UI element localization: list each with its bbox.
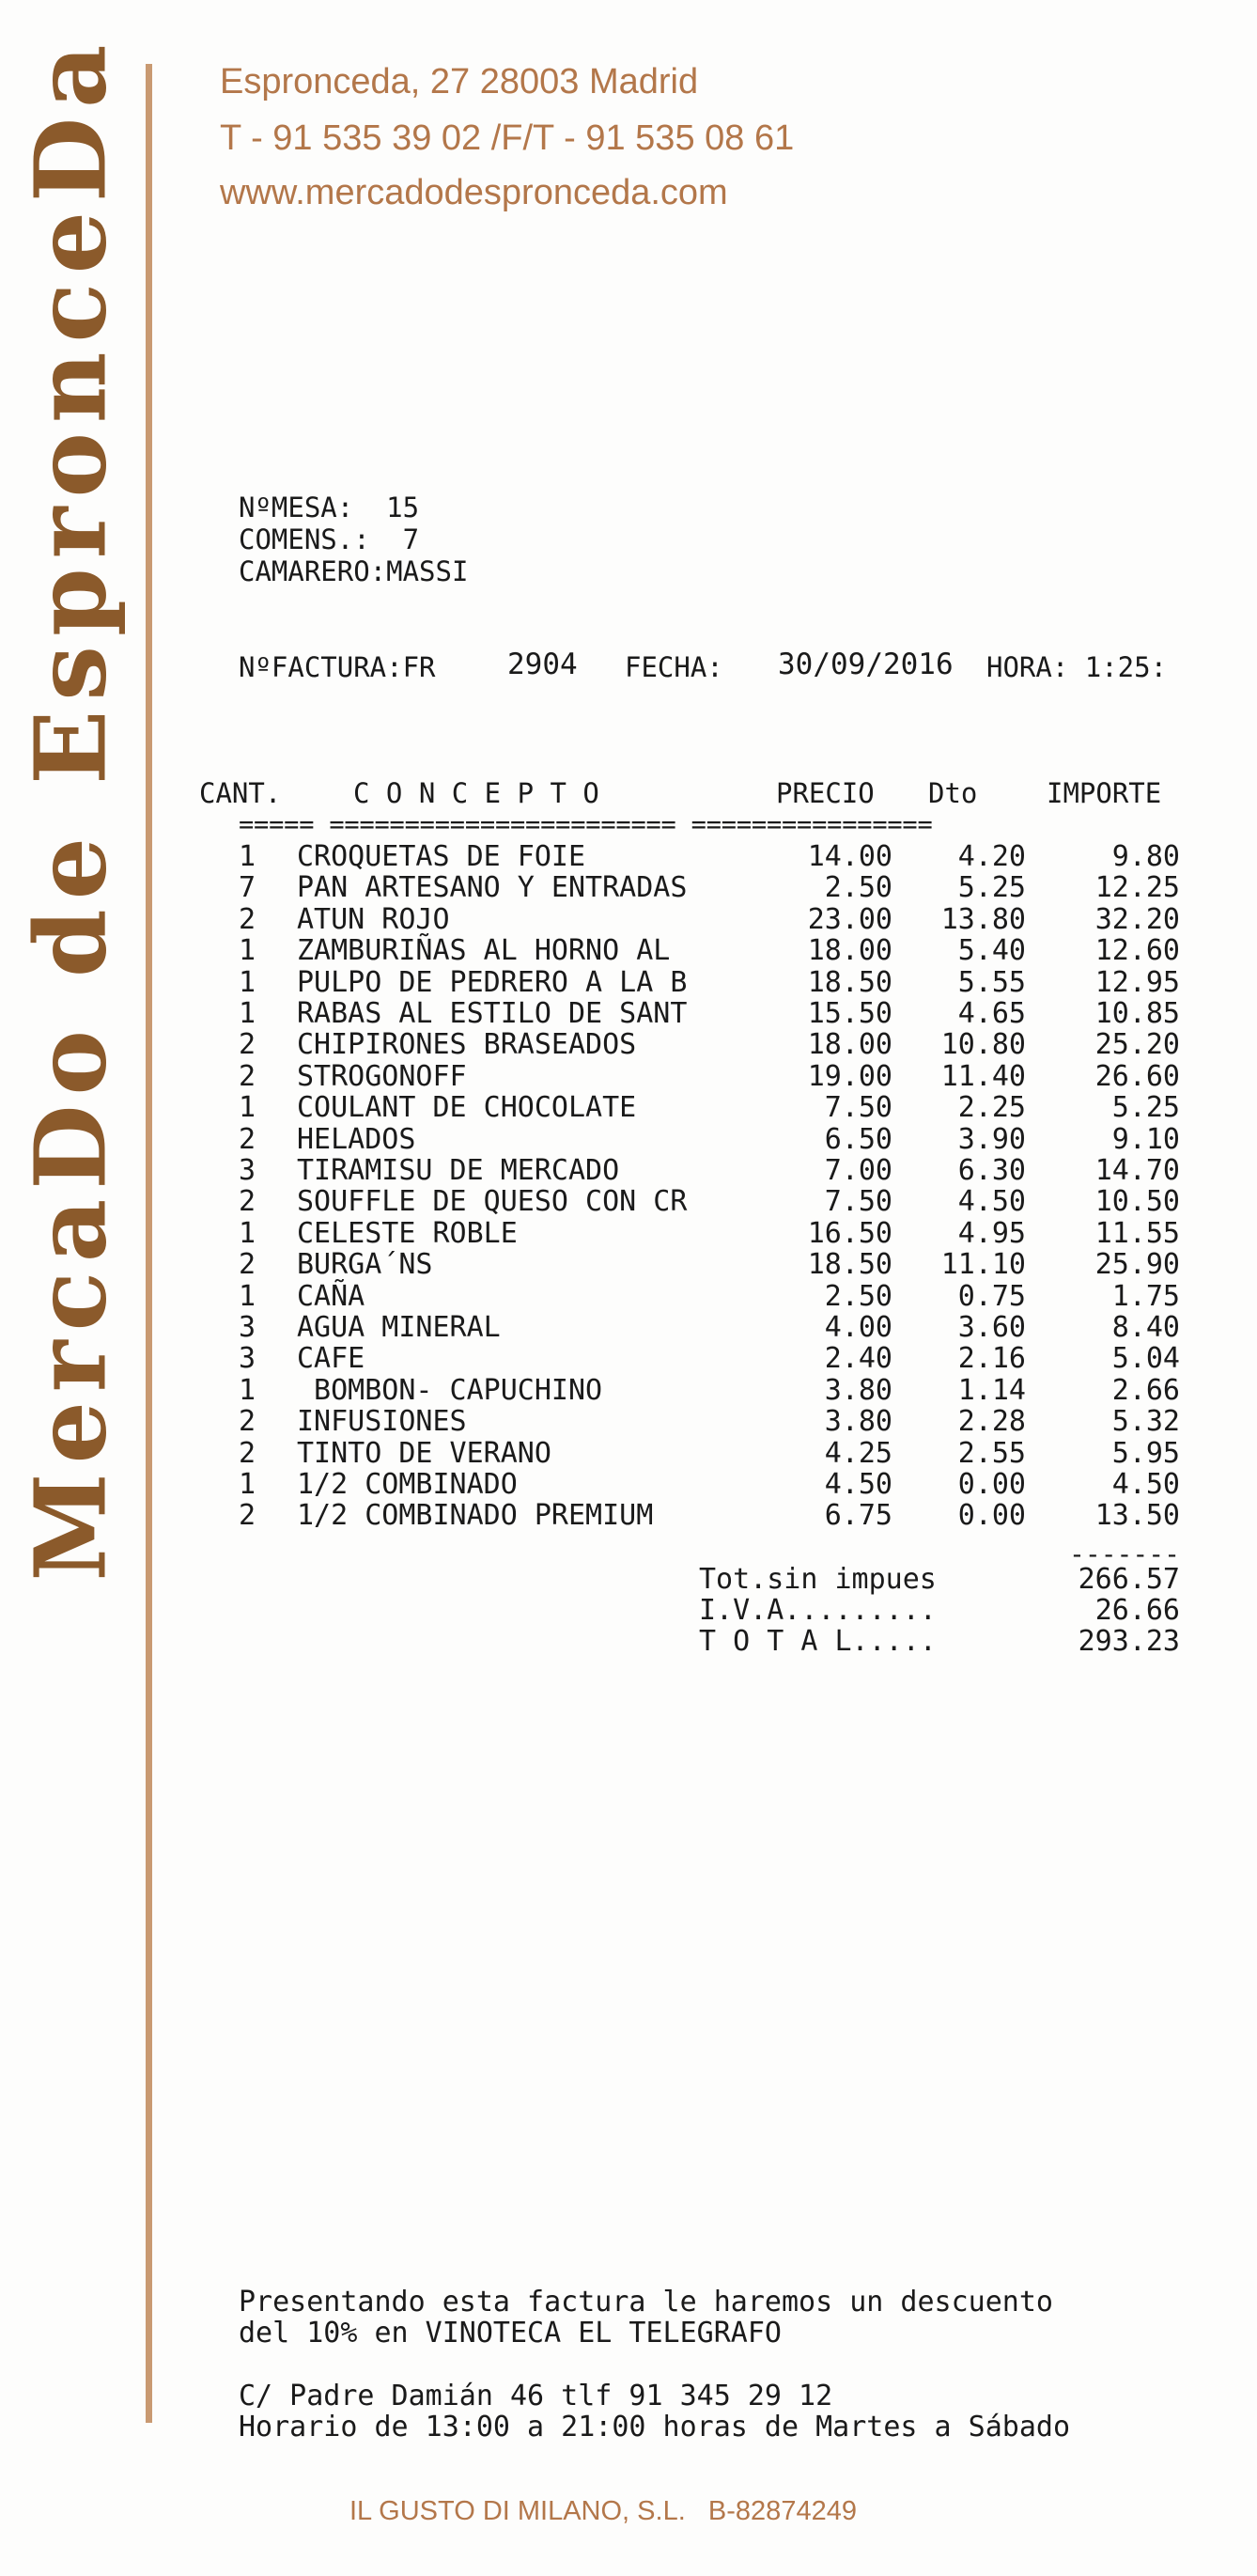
promo-address: C/ Padre Damián 46 tlf 91 345 29 12 <box>239 2380 833 2412</box>
row-importe: 8.40 <box>1111 1311 1180 1344</box>
row-dto: 2.16 <box>957 1342 1026 1376</box>
row-precio: 4.50 <box>824 1468 892 1501</box>
subtotal-label: Tot.sin impues <box>699 1563 937 1596</box>
row-precio: 3.80 <box>824 1405 892 1439</box>
iva-label: I.V.A......... <box>699 1594 937 1627</box>
row-cant: 1 <box>239 1468 256 1501</box>
row-cant: 2 <box>239 1122 256 1156</box>
row-dto: 2.28 <box>957 1405 1026 1439</box>
row-cant: 2 <box>239 1405 256 1439</box>
row-precio: 14.00 <box>807 840 892 873</box>
row-concepto: RABAS AL ESTILO DE SANT <box>297 997 688 1030</box>
fecha-label: FECHA: <box>625 651 723 683</box>
row-precio: 19.00 <box>807 1059 892 1093</box>
row-precio: 2.50 <box>824 871 892 905</box>
row-dto: 2.25 <box>957 1091 1026 1125</box>
row-precio: 6.75 <box>824 1499 892 1533</box>
row-cant: 2 <box>239 902 256 936</box>
row-dto: 11.10 <box>940 1248 1026 1282</box>
row-importe: 10.85 <box>1094 997 1180 1030</box>
row-precio: 18.50 <box>807 965 892 999</box>
row-concepto: PAN ARTESANO Y ENTRADAS <box>297 871 688 905</box>
row-dto: 4.20 <box>957 840 1026 873</box>
row-dto: 5.55 <box>957 965 1026 999</box>
row-concepto: CAÑA <box>297 1279 365 1313</box>
row-concepto: SOUFFLE DE QUESO CON CR <box>297 1185 688 1219</box>
header-address: Espronceda, 27 28003 Madrid <box>220 62 699 101</box>
row-concepto: CHIPIRONES BRASEADOS <box>297 1028 637 1062</box>
total-label: T O T A L..... <box>699 1625 937 1658</box>
row-precio: 3.80 <box>824 1373 892 1407</box>
row-concepto: COULANT DE CHOCOLATE <box>297 1091 637 1125</box>
camarero: CAMARERO:MASSI <box>239 555 469 587</box>
row-dto: 1.14 <box>957 1373 1026 1407</box>
row-cant: 2 <box>239 1185 256 1219</box>
brand-logo <box>0 0 129 1654</box>
row-concepto: ATUN ROJO <box>297 902 450 936</box>
row-precio: 23.00 <box>807 902 892 936</box>
row-cant: 2 <box>239 1499 256 1533</box>
row-precio: 18.50 <box>807 1248 892 1282</box>
row-importe: 12.95 <box>1094 965 1180 999</box>
row-importe: 5.95 <box>1111 1436 1180 1470</box>
row-precio: 2.50 <box>824 1279 892 1313</box>
row-cant: 7 <box>239 871 256 905</box>
row-cant: 1 <box>239 1279 256 1313</box>
row-importe: 5.25 <box>1111 1091 1180 1125</box>
row-cant: 1 <box>239 934 256 968</box>
row-concepto: ZAMBURIÑAS AL HORNO AL <box>297 934 671 968</box>
row-cant: 1 <box>239 997 256 1030</box>
row-dto: 4.65 <box>957 997 1026 1030</box>
row-concepto: AGUA MINERAL <box>297 1311 501 1344</box>
row-dto: 5.25 <box>957 871 1026 905</box>
row-concepto: PULPO DE PEDRERO A LA B <box>297 965 688 999</box>
row-precio: 18.00 <box>807 1028 892 1062</box>
fecha-value: 30/09/2016 <box>778 648 954 681</box>
row-concepto: HELADOS <box>297 1122 416 1156</box>
row-dto: 4.95 <box>957 1216 1026 1250</box>
row-importe: 25.20 <box>1094 1028 1180 1062</box>
row-precio: 2.40 <box>824 1342 892 1376</box>
header-separator: ===== ======================= ================ <box>239 810 933 839</box>
promo-hours: Horario de 13:00 a 21:00 horas de Martes a Sábado <box>239 2411 1071 2443</box>
row-importe: 5.32 <box>1111 1405 1180 1439</box>
row-importe: 25.90 <box>1094 1248 1180 1282</box>
row-dto: 3.90 <box>957 1122 1026 1156</box>
total-value: 293.23 <box>1078 1625 1180 1658</box>
row-cant: 2 <box>239 1059 256 1093</box>
row-concepto: TINTO DE VERANO <box>297 1436 551 1470</box>
row-importe: 2.66 <box>1111 1373 1180 1407</box>
row-precio: 7.50 <box>824 1185 892 1219</box>
row-precio: 15.50 <box>807 997 892 1030</box>
row-dto: 6.30 <box>957 1154 1026 1187</box>
promo-line-2: del 10% en VINOTECA EL TELEGRAFO <box>239 2317 782 2350</box>
row-concepto: STROGONOFF <box>297 1059 467 1093</box>
row-dto: 5.40 <box>957 934 1026 968</box>
row-cant: 2 <box>239 1436 256 1470</box>
row-importe: 14.70 <box>1094 1154 1180 1187</box>
col-header-concepto: C O N C E P T O <box>353 777 599 809</box>
row-cant: 3 <box>239 1342 256 1376</box>
row-concepto: BURGA´NS <box>297 1248 433 1282</box>
row-cant: 1 <box>239 1091 256 1125</box>
row-importe: 9.80 <box>1111 840 1180 873</box>
row-cant: 1 <box>239 965 256 999</box>
row-dto: 10.80 <box>940 1028 1026 1062</box>
row-cant: 2 <box>239 1028 256 1062</box>
row-concepto: 1/2 COMBINADO PREMIUM <box>297 1499 654 1533</box>
vertical-divider <box>146 64 152 2423</box>
factura-label: NºFACTURA:FR <box>239 651 436 683</box>
row-cant: 1 <box>239 840 256 873</box>
row-concepto: INFUSIONES <box>297 1405 467 1439</box>
col-header-precio: PRECIO <box>776 777 875 809</box>
row-importe: 5.04 <box>1111 1342 1180 1376</box>
row-precio: 7.00 <box>824 1154 892 1187</box>
row-cant: 3 <box>239 1311 256 1344</box>
row-precio: 18.00 <box>807 934 892 968</box>
row-dto: 2.55 <box>957 1436 1026 1470</box>
iva-value: 26.66 <box>1094 1594 1180 1627</box>
row-importe: 26.60 <box>1094 1059 1180 1093</box>
row-importe: 9.10 <box>1111 1122 1180 1156</box>
row-importe: 13.50 <box>1094 1499 1180 1533</box>
row-precio: 4.00 <box>824 1311 892 1344</box>
header-phones: T - 91 535 39 02 /F/T - 91 535 08 61 <box>220 118 795 158</box>
col-header-cant: CANT. <box>199 777 282 809</box>
comensales: COMENS.: 7 <box>239 523 420 555</box>
row-concepto: CAFE <box>297 1342 365 1376</box>
totals-separator: ------- <box>1068 1538 1180 1569</box>
row-importe: 11.55 <box>1094 1216 1180 1250</box>
row-cant: 2 <box>239 1248 256 1282</box>
row-dto: 0.00 <box>957 1499 1026 1533</box>
row-importe: 12.60 <box>1094 934 1180 968</box>
company-footer: IL GUSTO DI MILANO, S.L. B-82874249 <box>349 2496 857 2526</box>
row-importe: 12.25 <box>1094 871 1180 905</box>
factura-number: 2904 <box>507 648 578 681</box>
row-dto: 13.80 <box>940 902 1026 936</box>
row-precio: 4.25 <box>824 1436 892 1470</box>
header-website[interactable]: www.mercadodespronceda.com <box>220 173 728 212</box>
row-concepto: 1/2 COMBINADO <box>297 1468 518 1501</box>
row-concepto: CROQUETAS DE FOIE <box>297 840 586 873</box>
mesa-number: NºMESA: 15 <box>239 492 420 523</box>
row-dto: 3.60 <box>957 1311 1026 1344</box>
brand-logo-text: MercaDo de EspronceDa <box>12 35 129 1582</box>
row-precio: 6.50 <box>824 1122 892 1156</box>
row-cant: 3 <box>239 1154 256 1187</box>
col-header-importe: IMPORTE <box>1047 777 1162 809</box>
subtotal-value: 266.57 <box>1078 1563 1180 1596</box>
row-dto: 0.75 <box>957 1279 1026 1313</box>
row-importe: 1.75 <box>1111 1279 1180 1313</box>
row-precio: 16.50 <box>807 1216 892 1250</box>
row-dto: 0.00 <box>957 1468 1026 1501</box>
row-concepto: BOMBON- CAPUCHINO <box>297 1373 603 1407</box>
promo-line-1: Presentando esta factura le haremos un descuento <box>239 2286 1053 2318</box>
row-cant: 1 <box>239 1216 256 1250</box>
row-dto: 4.50 <box>957 1185 1026 1219</box>
row-importe: 10.50 <box>1094 1185 1180 1219</box>
row-importe: 4.50 <box>1111 1468 1180 1501</box>
row-concepto: CELESTE ROBLE <box>297 1216 518 1250</box>
row-importe: 32.20 <box>1094 902 1180 936</box>
row-cant: 1 <box>239 1373 256 1407</box>
hora: HORA: 1:25: <box>986 651 1168 683</box>
col-header-dto: Dto <box>928 777 978 809</box>
row-precio: 7.50 <box>824 1091 892 1125</box>
row-dto: 11.40 <box>940 1059 1026 1093</box>
row-concepto: TIRAMISU DE MERCADO <box>297 1154 620 1187</box>
